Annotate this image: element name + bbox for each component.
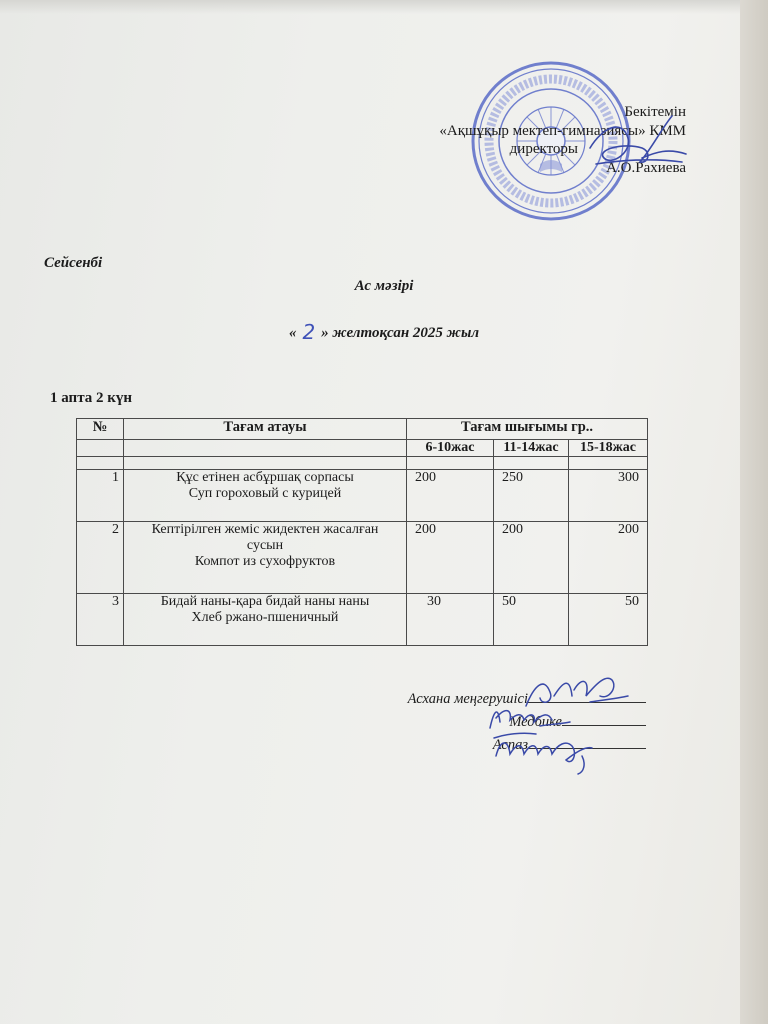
row-dish-name xyxy=(124,470,407,522)
spacer-cell xyxy=(569,457,648,470)
date-day-handwritten: 2 xyxy=(302,320,316,344)
header-number: № xyxy=(77,419,124,440)
menu-title: Ас мәзірі xyxy=(354,278,414,294)
table-header-row xyxy=(77,419,648,440)
age-row-empty-number xyxy=(77,440,124,457)
approval-organization: «Ақшұқыр мектеп-гимназиясы» КММ xyxy=(439,122,686,139)
table-age-row xyxy=(77,440,648,457)
dish-name-kz-continued: сусын xyxy=(246,538,284,553)
row-value-6-10: 200 xyxy=(407,522,494,594)
day-name: Сейсенбі xyxy=(44,255,103,271)
dish-name-ru: Суп гороховый с курицей xyxy=(188,486,342,501)
spacer-cell xyxy=(494,457,569,470)
spacer-cell xyxy=(407,457,494,470)
cook-handwritten-signature xyxy=(486,726,604,778)
row-number: 3 xyxy=(77,594,124,646)
menu-table xyxy=(76,418,648,646)
row-value-6-10: 30 xyxy=(407,594,494,646)
row-dish-name xyxy=(124,594,407,646)
row-number: 2 xyxy=(77,522,124,594)
dish-name-ru: Компот из сухофруктов xyxy=(194,554,336,569)
table-row xyxy=(77,470,648,522)
director-signature xyxy=(582,108,692,180)
row-value-11-14: 50 xyxy=(494,594,569,646)
date-close-quote: » xyxy=(321,325,329,341)
dish-name-kz: Кептірілген жеміс жидектен жасалған xyxy=(151,522,379,537)
age-row-empty-dish xyxy=(124,440,407,457)
nurse-signature-line xyxy=(562,711,646,726)
date-line xyxy=(0,318,768,342)
row-value-11-14: 250 xyxy=(494,470,569,522)
page-edge xyxy=(740,0,768,1024)
spacer-cell xyxy=(77,457,124,470)
dish-name-ru: Хлеб ржано-пшеничный xyxy=(191,610,339,625)
dish-name-kz: Бидай наны-қара бидай наны наны xyxy=(160,594,370,609)
age-group-6-10: 6-10жас xyxy=(407,440,494,457)
row-value-6-10: 200 xyxy=(407,470,494,522)
row-dish-name xyxy=(124,522,407,594)
header-dish: Тағам атауы xyxy=(124,419,407,440)
spacer-cell xyxy=(124,457,407,470)
table-row xyxy=(77,522,648,594)
approval-name: А.О.Рахиева xyxy=(606,159,686,176)
age-group-11-14: 11-14жас xyxy=(494,440,569,457)
row-value-15-18: 200 xyxy=(569,522,648,594)
age-group-15-18: 15-18жас xyxy=(569,440,648,457)
head-label: Асхана меңгерушісі xyxy=(407,691,528,707)
row-number: 1 xyxy=(77,470,124,522)
row-value-11-14: 200 xyxy=(494,522,569,594)
week-label: 1 апта 2 күн xyxy=(50,390,133,406)
page-top-shadow xyxy=(0,0,768,14)
cook-label: Аспаз xyxy=(492,737,528,753)
nurse-label: Медбике xyxy=(509,714,562,730)
date-open-quote: « xyxy=(288,325,297,341)
header-output: Тағам шығымы гр.. xyxy=(407,419,648,440)
row-value-15-18: 50 xyxy=(569,594,648,646)
table-row xyxy=(77,594,648,646)
dish-name-kz: Құс етінен асбұршақ сорпасы xyxy=(176,470,354,485)
row-value-15-18: 300 xyxy=(569,470,648,522)
approval-title: Бекітемін xyxy=(624,104,686,120)
date-month-year: желтоқсан 2025 жыл xyxy=(332,325,480,341)
approval-position: директоры xyxy=(509,141,578,157)
table-spacer-row xyxy=(77,457,648,470)
